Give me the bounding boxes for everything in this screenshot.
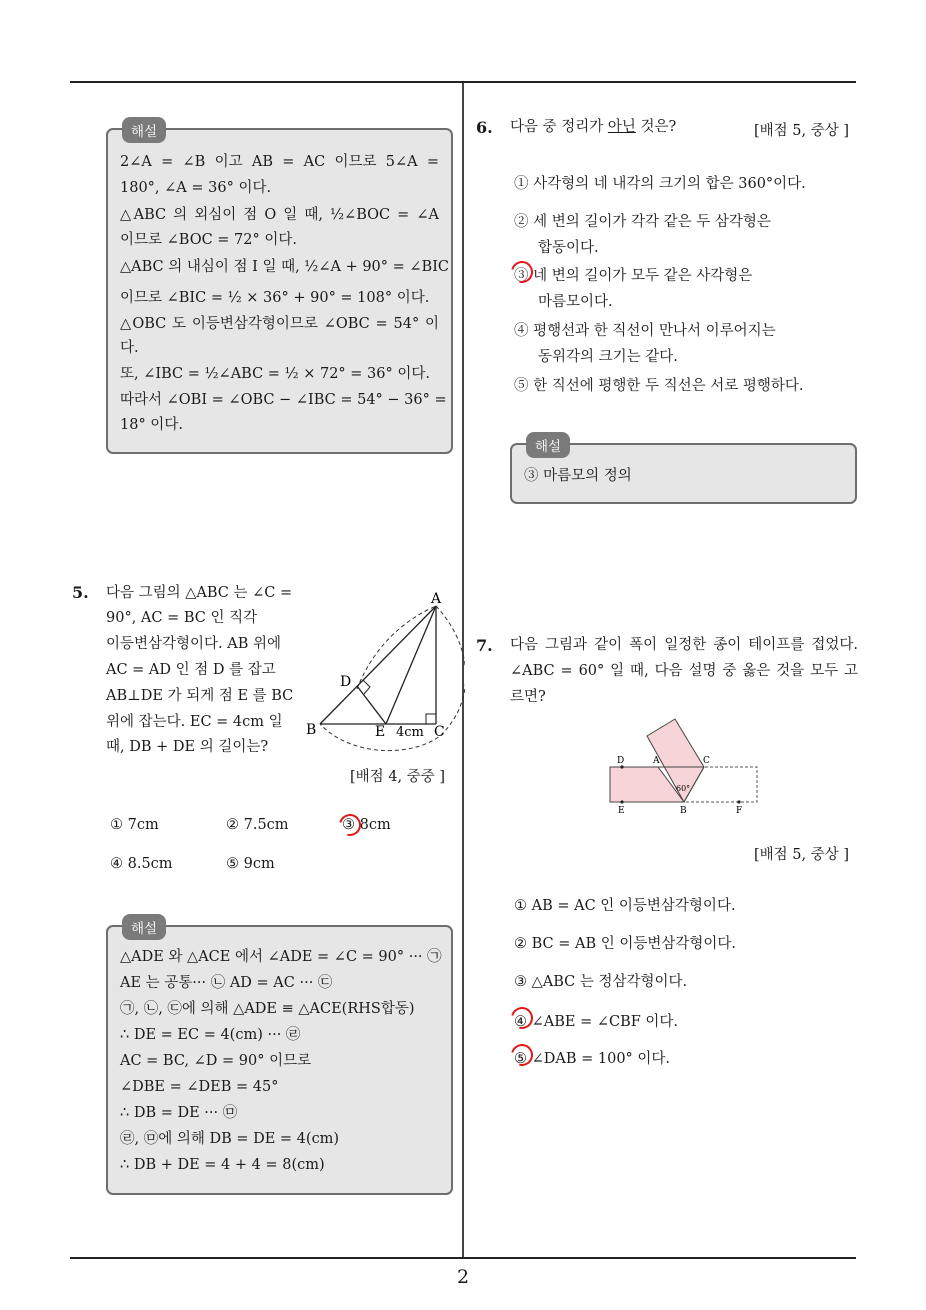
stem-text: 다음 중 정리가 (510, 119, 608, 135)
answer-option[interactable]: ③ △ABC 는 정삼각형이다. (514, 974, 688, 990)
solution-line: △ABC 의 외심이 점 O 일 때, ½∠BOC = ∠A (120, 207, 439, 223)
point-label: E (375, 724, 386, 740)
solution-label: 해설 (122, 914, 166, 940)
score-label: [배점 5, 중상 ] (754, 123, 850, 139)
question-text-line: 위에 잡는다. EC = 4cm 일 (106, 714, 283, 730)
answer-option[interactable]: ① 사각형의 네 내각의 크기의 합은 360°이다. (514, 176, 806, 192)
question-text-line: 이등변삼각형이다. AB 위에 (106, 636, 282, 652)
point-label: D (617, 756, 625, 766)
solution-line: 2∠A = ∠B 이고 AB = AC 이므로 5∠A = (120, 154, 439, 170)
solution-line: 180°, ∠A = 36° 이다. (120, 180, 272, 196)
bottom-rule (70, 1257, 856, 1259)
solution-line: 이므로 ∠BIC = ½ × 36° + 90° = 108° 이다. (120, 290, 430, 306)
answer-option-cont: 마름모이다. (538, 294, 613, 310)
tape-figure (600, 715, 765, 820)
answer-option[interactable]: ② 7.5cm (226, 817, 289, 833)
answer-option[interactable]: ④ 8.5cm (110, 856, 173, 872)
question-text-line: AC = AD 인 점 D 를 잡고 (106, 662, 276, 678)
point-label: E (618, 806, 625, 816)
solution-line: 이므로 ∠BOC = 72° 이다. (120, 232, 297, 248)
answer-option[interactable]: ⑤ ∠DAB = 100° 이다. (514, 1051, 671, 1067)
solution-line: 다. (120, 340, 139, 356)
point-label: C (434, 724, 445, 740)
answer-option[interactable]: ③ 8cm (342, 817, 391, 833)
question-text-line: 다음 그림의 △ABC 는 ∠C = (106, 585, 293, 601)
solution-line: ∴ DB + DE = 4 + 4 = 8(cm) (120, 1157, 325, 1173)
answer-option[interactable]: ④ 평행선과 한 직선이 만나서 이루어지는 (514, 323, 776, 339)
question-text-line: 다음 그림과 같이 폭이 일정한 종이 테이프를 접었다. (510, 637, 858, 653)
solution-box-q5 (106, 921, 453, 1195)
question-text-line: 90°, AC = BC 인 직각 (106, 610, 258, 626)
score-label: [배점 4, 중중 ] (350, 769, 446, 785)
solution-line: △OBC 도 이등변삼각형이므로 ∠OBC = 54° 이 (120, 316, 439, 332)
solution-line: ∴ DB = DE ··· ㉤ (120, 1105, 238, 1121)
question-text-line: 르면? (510, 689, 546, 705)
question-number: 5. (72, 583, 89, 602)
solution-line: AE 는 공통··· ㉡ AD = AC ··· ㉢ (120, 975, 333, 991)
solution-line: ∴ DE = EC = 4(cm) ··· ㉣ (120, 1027, 301, 1043)
solution-line: ㉠, ㉡, ㉢에 의해 △ADE ≡ △ACE(RHS합동) (120, 1001, 415, 1017)
answer-option[interactable]: ③ 네 변의 길이가 모두 같은 사각형은 (514, 268, 753, 284)
triangle-figure (300, 588, 465, 758)
solution-label: 해설 (526, 432, 570, 458)
question-text-line: ∠ABC = 60° 일 때, 다음 설명 중 옳은 것을 모두 고 (510, 663, 858, 679)
question-number: 7. (476, 636, 493, 655)
question-number: 6. (476, 118, 493, 137)
question-text-line: AB⊥DE 가 되게 점 E 를 BC (106, 688, 294, 704)
page-number: 2 (456, 1266, 470, 1288)
answer-option[interactable]: ① 7cm (110, 817, 159, 833)
answer-option[interactable]: ⑤ 9cm (226, 856, 275, 872)
answer-option[interactable]: ⑤ 한 직선에 평행한 두 직선은 서로 평행하다. (514, 378, 804, 394)
solution-line: 또, ∠IBC = ½∠ABC = ½ × 72° = 36° 이다. (120, 366, 430, 382)
solution-label: 해설 (122, 117, 166, 143)
selected-mark-icon (335, 810, 365, 840)
question-stem (510, 115, 676, 140)
solution-line: 따라서 ∠OBI = ∠OBC − ∠IBC = 54° − 36° = (120, 392, 447, 408)
angle-label: 60° (676, 784, 691, 793)
solution-line: △ADE 와 △ACE 에서 ∠ADE = ∠C = 90° ··· ㉠ (120, 949, 442, 965)
answer-option-cont: 동위각의 크기는 같다. (538, 349, 678, 365)
solution-line: △ABC 의 내심이 점 I 일 때, ½∠A + 90° = ∠BIC (120, 259, 450, 275)
point-label: B (680, 806, 687, 816)
answer-option[interactable]: ② BC = AB 인 이등변삼각형이다. (514, 936, 737, 952)
point-label: F (736, 806, 743, 816)
answer-option[interactable]: ① AB = AC 인 이등변삼각형이다. (514, 898, 736, 914)
point-label: B (306, 722, 317, 738)
solution-line: ㉣, ㉤에 의해 DB = DE = 4(cm) (120, 1131, 340, 1147)
point-label: A (653, 756, 660, 766)
stem-underlined: 아닌 (607, 119, 636, 135)
answer-option[interactable]: ② 세 변의 길이가 각각 같은 두 삼각형은 (514, 214, 771, 230)
solution-box-q6 (510, 439, 857, 504)
point-label: A (431, 591, 442, 607)
score-label: [배점 5, 중상 ] (754, 847, 850, 863)
length-label: 4cm (396, 725, 424, 740)
answer-option-cont: 합동이다. (538, 240, 599, 256)
answer-option[interactable]: ④ ∠ABE = ∠CBF 이다. (514, 1014, 679, 1030)
point-label: C (703, 756, 710, 766)
solution-line: AC = BC, ∠D = 90° 이므로 (120, 1053, 312, 1069)
question-text-line: 때, DB + DE 의 길이는? (106, 739, 269, 755)
solution-line: ∠DBE = ∠DEB = 45° (120, 1079, 279, 1095)
solution-line: 18° 이다. (120, 417, 183, 433)
stem-text: 것은? (635, 119, 677, 135)
point-label: D (340, 674, 352, 690)
solution-line: ③ 마름모의 정의 (524, 468, 632, 484)
solution-box-q4 (106, 124, 453, 454)
